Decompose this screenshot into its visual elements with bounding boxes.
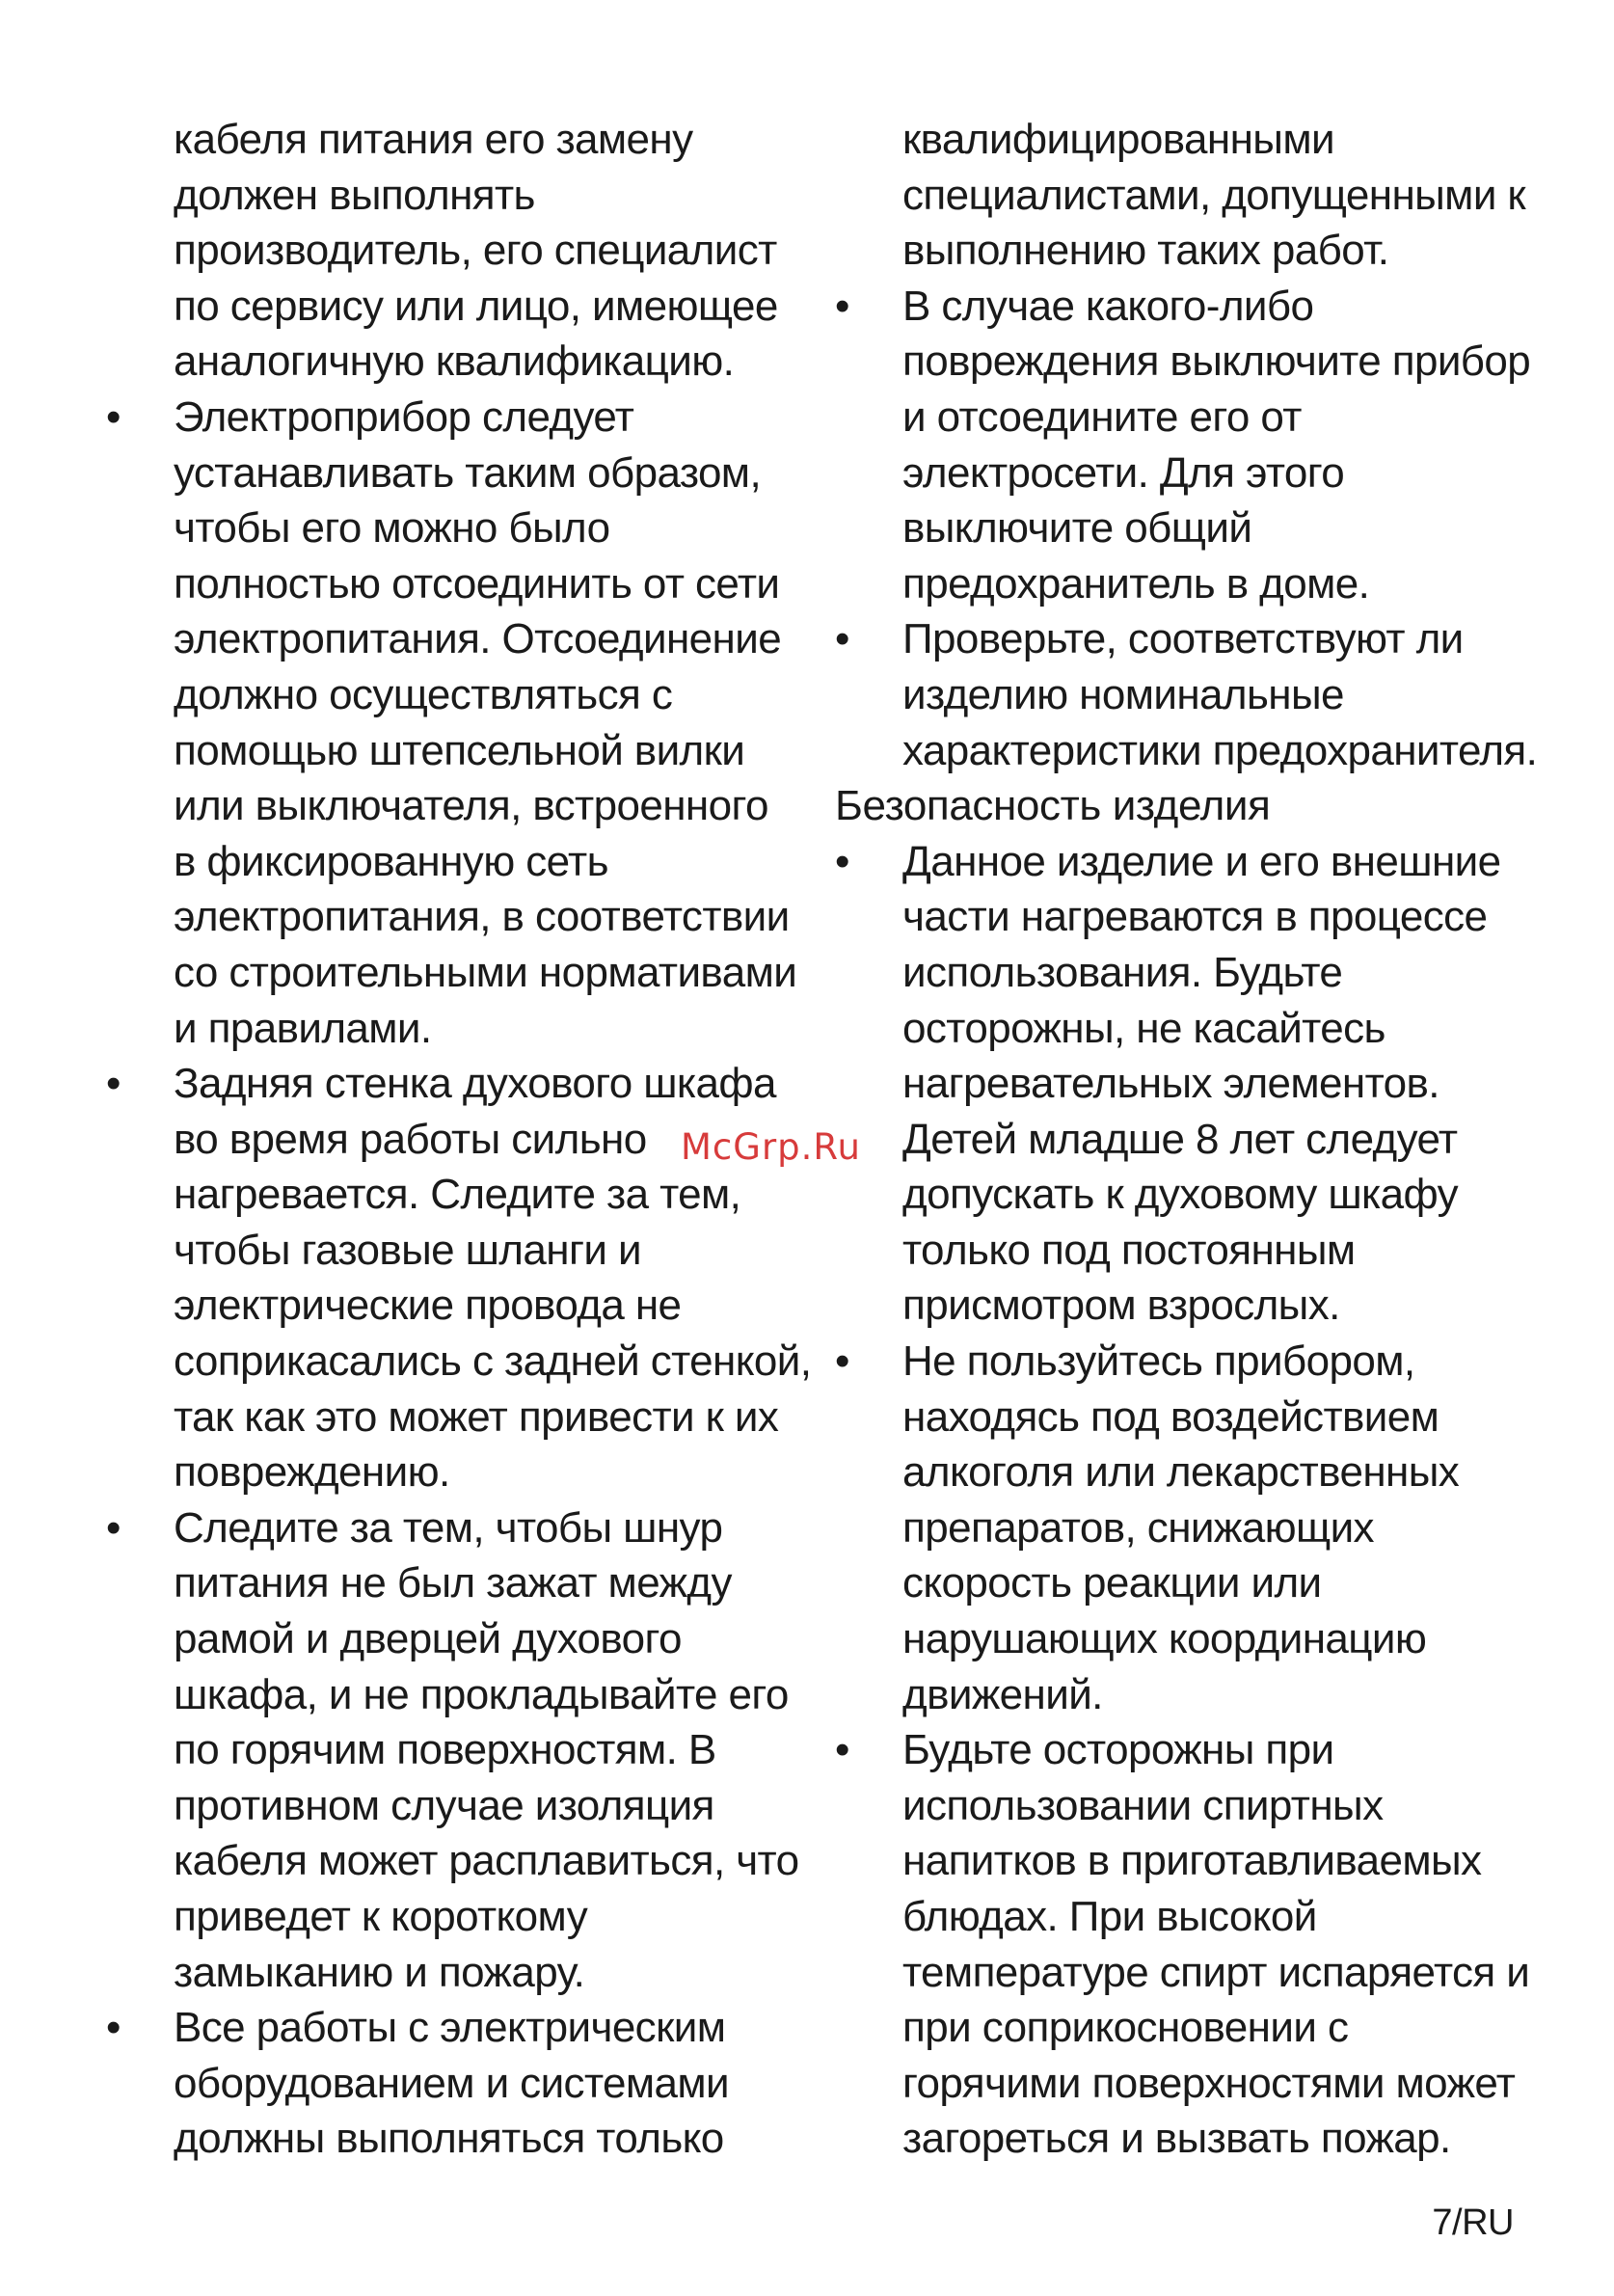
- text-line: Данное изделие и его внешние: [902, 837, 1501, 885]
- bullet-item: [106, 390, 800, 1056]
- text-line: кабеля питания его замену: [174, 116, 693, 163]
- bullet-item: [106, 1500, 800, 2000]
- text-line: загореться и вызвать пожар.: [902, 2115, 1451, 2163]
- text-line: соприкасались с задней стенкой,: [174, 1337, 812, 1386]
- text-line: питания не был зажат между: [174, 1559, 732, 1607]
- text-line: так как это может привести к их: [174, 1392, 779, 1441]
- text-line: повреждению.: [174, 1448, 450, 1497]
- bullet-icon: •: [835, 1337, 849, 1386]
- bullet-icon: •: [835, 837, 849, 885]
- bullet-icon: •: [835, 282, 849, 330]
- bullet-item: [835, 834, 1548, 1334]
- text-line: замыканию и пожару.: [174, 1948, 585, 1996]
- text-line: повреждения выключите прибор: [902, 338, 1531, 386]
- text-line: нагревательных элементов.: [902, 1060, 1439, 1108]
- text-line: напитков в приготавливаемых: [902, 1837, 1482, 1885]
- text-line: предохранитель в доме.: [902, 559, 1370, 608]
- text-line: и отсоедините его от: [902, 392, 1302, 441]
- text-line: использовании спиртных: [902, 1781, 1384, 1829]
- text-line: части нагреваются в процессе: [902, 893, 1488, 941]
- text-line: находясь под воздействием: [902, 1392, 1439, 1441]
- text-line: Детей младше 8 лет следует: [902, 1115, 1458, 1163]
- text-line: температуре спирт испаряется и: [902, 1948, 1530, 1996]
- text-line: нагревается. Следите за тем,: [174, 1171, 741, 1219]
- text-line: помощью штепсельной вилки: [174, 726, 745, 774]
- text-line: Проверьте, соответствуют ли: [902, 615, 1464, 663]
- text-line: характеристики предохранителя.: [902, 726, 1538, 774]
- text-line: использования. Будьте: [902, 948, 1343, 996]
- text-line: блюдах. При высокой: [902, 1893, 1317, 1940]
- bullet-icon: •: [106, 392, 121, 441]
- text-line: устанавливать таким образом,: [174, 448, 762, 497]
- text-line: полностью отсоединить от сети: [174, 559, 780, 608]
- bullet-icon: •: [106, 2004, 121, 2052]
- text-line: выполнению таких работ.: [902, 227, 1389, 275]
- text-line: в фиксированную сеть: [174, 837, 608, 885]
- text-line: во время работы сильно: [174, 1115, 647, 1163]
- text-line: изделию номинальные: [902, 670, 1344, 718]
- text-line: алкоголя или лекарственных: [902, 1448, 1460, 1497]
- text-line: Все работы с электрическим: [174, 2004, 726, 2052]
- text-line: производитель, его специалист: [174, 227, 777, 275]
- bullet-item: [835, 1722, 1548, 2167]
- continued-paragraph: [835, 112, 1548, 279]
- text-line: оборудованием и системами: [174, 2059, 730, 2107]
- text-line: по сервису или лицо, имеющее: [174, 282, 778, 330]
- continued-paragraph: [106, 112, 800, 390]
- text-line: движений.: [902, 1670, 1103, 1718]
- text-line: рамой и дверцей духового: [174, 1615, 682, 1663]
- watermark: McGrp.Ru: [681, 1126, 861, 1168]
- right-column: [835, 112, 1548, 2167]
- text-line: Следите за тем, чтобы шнур: [174, 1503, 723, 1552]
- text-line: приведет к короткому: [174, 1893, 588, 1940]
- text-line: аналогичную квалификацию.: [174, 338, 735, 386]
- text-line: шкафа, и не прокладывайте его: [174, 1670, 789, 1718]
- text-line: со строительными нормативами: [174, 948, 797, 996]
- text-line: или выключателя, встроенного: [174, 782, 768, 830]
- bullet-item: [106, 2000, 800, 2167]
- bullet-icon: •: [106, 1503, 121, 1552]
- text-line: осторожны, не касайтесь: [902, 1004, 1385, 1052]
- text-line: чтобы газовые шланги и: [174, 1226, 641, 1274]
- text-line: квалифицированными: [902, 116, 1334, 163]
- text-line: В случае какого-либо: [902, 282, 1314, 330]
- text-line: скорость реакции или: [902, 1559, 1322, 1607]
- text-line: нарушающих координацию: [902, 1615, 1427, 1663]
- text-line: электропитания. Отсоединение: [174, 615, 782, 663]
- text-line: допускать к духовому шкафу: [902, 1171, 1459, 1219]
- bullet-item: [835, 611, 1548, 778]
- text-line: Задняя стенка духового шкафа: [174, 1060, 776, 1108]
- text-line: электропитания, в соответствии: [174, 893, 790, 941]
- text-line: по горячим поверхностям. В: [174, 1726, 716, 1774]
- section-heading: Безопасность изделия: [835, 782, 1271, 830]
- text-line: кабеля может расплавиться, что: [174, 1837, 799, 1885]
- text-line: присмотром взрослых.: [902, 1282, 1340, 1330]
- text-line: препаратов, снижающих: [902, 1503, 1374, 1552]
- text-line: чтобы его можно было: [174, 504, 610, 553]
- text-line: и правилами.: [174, 1004, 432, 1052]
- text-line: противном случае изоляция: [174, 1781, 714, 1829]
- page-number: 7/RU: [1432, 2202, 1514, 2243]
- text-line: электросети. Для этого: [902, 448, 1345, 497]
- right-column-bottom-items: [835, 834, 1548, 2167]
- text-line: Не пользуйтесь прибором,: [902, 1337, 1415, 1386]
- text-line: должно осуществляться с: [174, 670, 673, 718]
- text-line: при соприкосновении с: [902, 2004, 1349, 2052]
- right-column-top-items: [835, 112, 1548, 778]
- text-line: только под постоянным: [902, 1226, 1356, 1274]
- text-line: специалистами, допущенными к: [902, 171, 1526, 219]
- text-line: Будьте осторожны при: [902, 1726, 1334, 1774]
- bullet-icon: •: [106, 1060, 121, 1108]
- bullet-icon: •: [835, 1726, 849, 1774]
- bullet-icon: •: [835, 615, 849, 663]
- bullet-item: [106, 1056, 812, 1500]
- text-line: должны выполняться только: [174, 2115, 724, 2163]
- bullet-item: [835, 1334, 1548, 1722]
- bullet-item: [835, 279, 1548, 612]
- text-line: горячими поверхностями может: [902, 2059, 1516, 2107]
- text-line: Электроприбор следует: [174, 392, 634, 441]
- text-line: должен выполнять: [174, 171, 535, 219]
- text-line: электрические провода не: [174, 1282, 682, 1330]
- text-line: выключите общий: [902, 504, 1252, 553]
